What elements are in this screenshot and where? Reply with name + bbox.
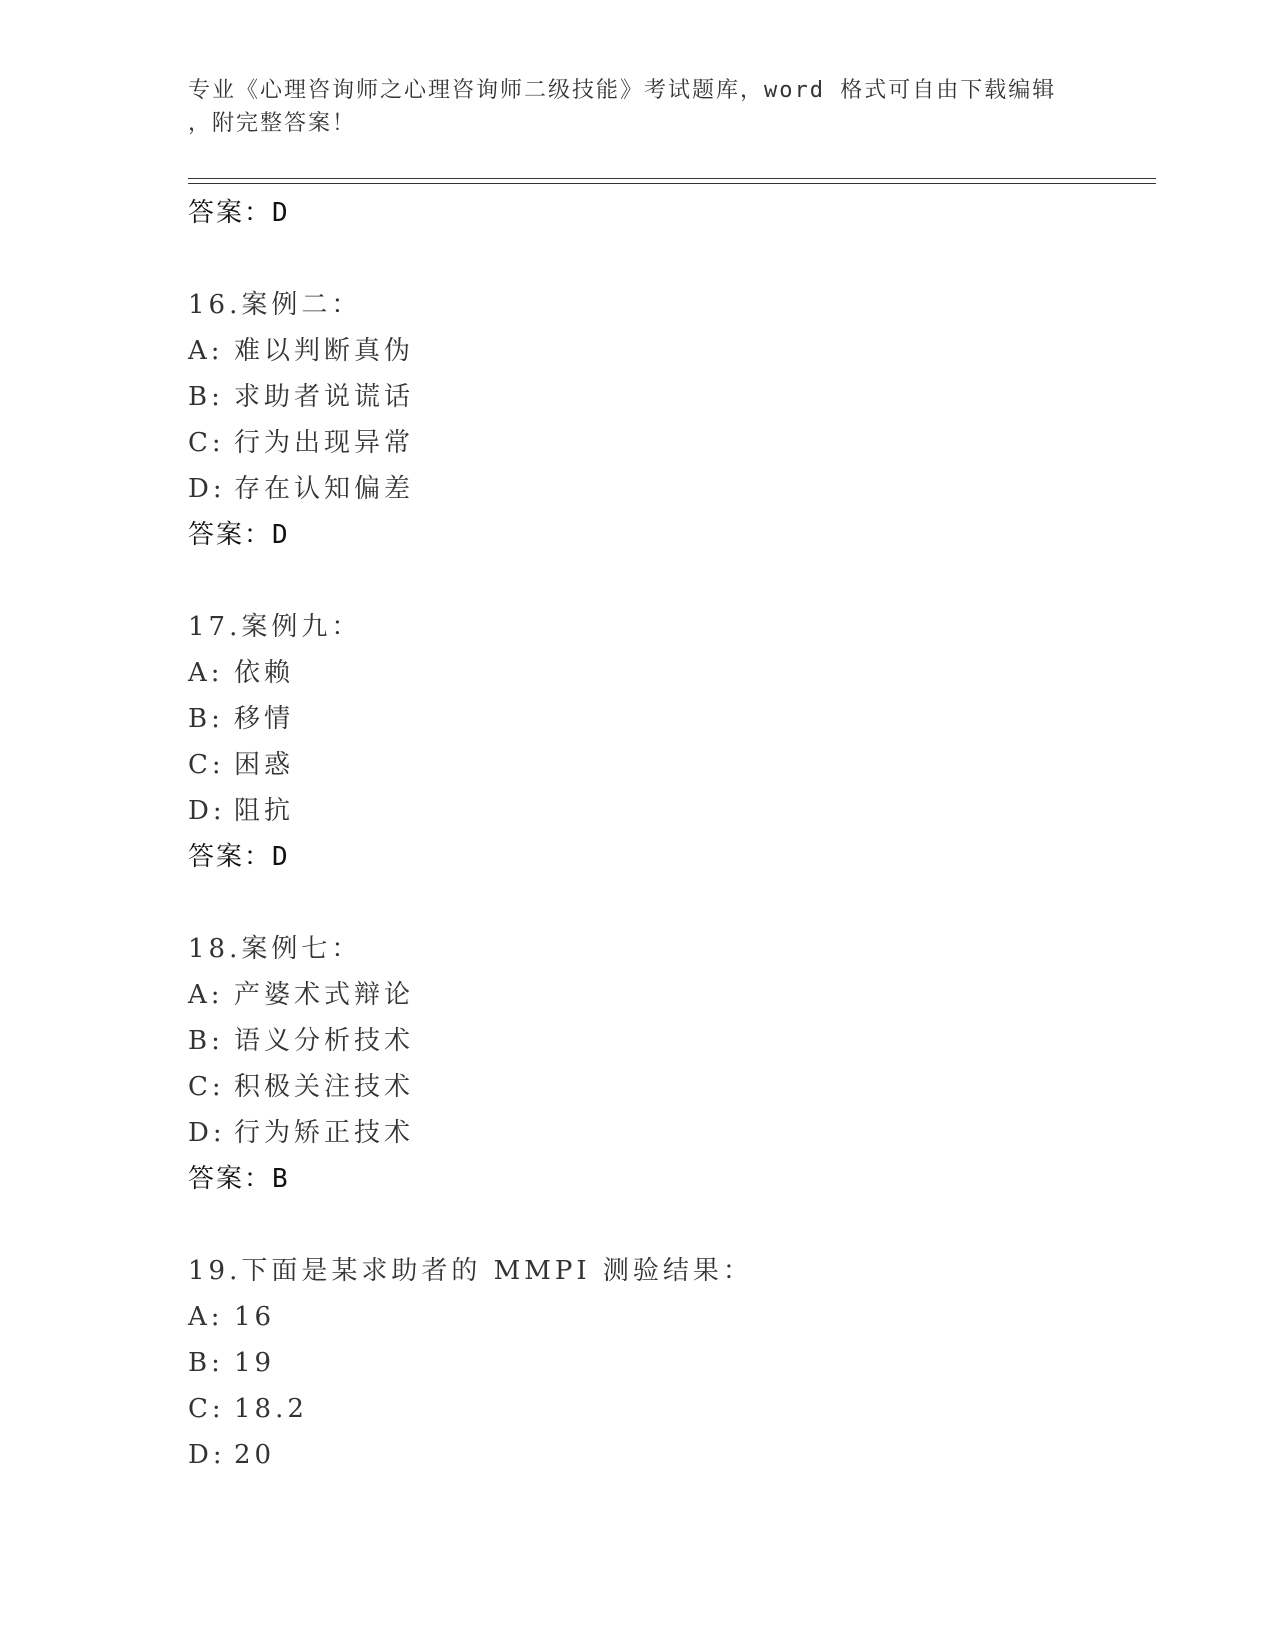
option-letter: D: bbox=[188, 474, 226, 504]
question-17-option-d bbox=[188, 788, 1148, 834]
spacer bbox=[188, 558, 1148, 604]
question-16-option-a bbox=[188, 328, 1148, 374]
option-text: 移情 bbox=[234, 704, 295, 734]
question-18-option-a bbox=[188, 972, 1148, 1018]
option-letter: C: bbox=[188, 428, 225, 458]
question-17-title: 17.案例九： bbox=[188, 612, 362, 642]
option-letter: C: bbox=[188, 1394, 225, 1424]
answer-17: 答案：D bbox=[188, 842, 290, 872]
question-17-option-a bbox=[188, 650, 1148, 696]
option-text: 20 bbox=[234, 1440, 276, 1470]
question-16-option-b bbox=[188, 374, 1148, 420]
spacer bbox=[188, 236, 1148, 282]
spacer bbox=[188, 880, 1148, 926]
question-16-option-d bbox=[188, 466, 1148, 512]
option-letter: A: bbox=[188, 336, 224, 366]
question-19-title: 19.下面是某求助者的 MMPI 测验结果： bbox=[188, 1256, 753, 1286]
header-divider-bottom bbox=[188, 183, 1156, 184]
option-text: 18.2 bbox=[234, 1394, 308, 1424]
spacer bbox=[188, 1202, 1148, 1248]
option-text: 行为出现异常 bbox=[234, 428, 415, 458]
header-title-line-1: 专业《心理咨询师之心理咨询师二级技能》考试题库，word 格式可自由下载编辑 bbox=[188, 78, 1057, 103]
option-letter: B: bbox=[188, 382, 224, 412]
option-text: 16 bbox=[234, 1302, 276, 1332]
question-17-option-c bbox=[188, 742, 1148, 788]
question-16-option-c bbox=[188, 420, 1148, 466]
option-text: 阻抗 bbox=[234, 796, 295, 826]
option-text: 依赖 bbox=[234, 658, 295, 688]
question-18-title: 18.案例七： bbox=[188, 934, 362, 964]
option-letter: A: bbox=[188, 1302, 224, 1332]
answer-16: 答案：D bbox=[188, 520, 290, 550]
question-list bbox=[188, 190, 1148, 1478]
option-text: 存在认知偏差 bbox=[234, 474, 415, 504]
option-letter: A: bbox=[188, 980, 224, 1010]
header-title-line-2: ，附完整答案！ bbox=[188, 111, 357, 136]
option-letter: D: bbox=[188, 1118, 226, 1148]
answer-15: 答案：D bbox=[188, 198, 290, 228]
option-letter: C: bbox=[188, 750, 225, 780]
option-letter: B: bbox=[188, 1348, 224, 1378]
option-text: 求助者说谎话 bbox=[234, 382, 415, 412]
option-text: 困惑 bbox=[234, 750, 295, 780]
option-letter: D: bbox=[188, 1440, 226, 1470]
option-text: 语义分析技术 bbox=[234, 1026, 415, 1056]
option-text: 积极关注技术 bbox=[234, 1072, 415, 1102]
question-16-title: 16.案例二： bbox=[188, 290, 362, 320]
document-header bbox=[188, 74, 1088, 140]
option-text: 行为矫正技术 bbox=[234, 1118, 415, 1148]
question-19-option-c bbox=[188, 1386, 1148, 1432]
option-letter: B: bbox=[188, 1026, 224, 1056]
question-19-option-a bbox=[188, 1294, 1148, 1340]
question-18-option-c bbox=[188, 1064, 1148, 1110]
option-text: 产婆术式辩论 bbox=[234, 980, 415, 1010]
question-19-option-d bbox=[188, 1432, 1148, 1478]
option-letter: D: bbox=[188, 796, 226, 826]
answer-18: 答案：B bbox=[188, 1164, 290, 1194]
question-18-option-d bbox=[188, 1110, 1148, 1156]
option-letter: C: bbox=[188, 1072, 225, 1102]
question-19-option-b bbox=[188, 1340, 1148, 1386]
header-divider-top bbox=[188, 178, 1156, 179]
question-17-option-b bbox=[188, 696, 1148, 742]
option-text: 难以判断真伪 bbox=[234, 336, 415, 366]
option-text: 19 bbox=[234, 1348, 276, 1378]
option-letter: B: bbox=[188, 704, 224, 734]
option-letter: A: bbox=[188, 658, 224, 688]
question-18-option-b bbox=[188, 1018, 1148, 1064]
